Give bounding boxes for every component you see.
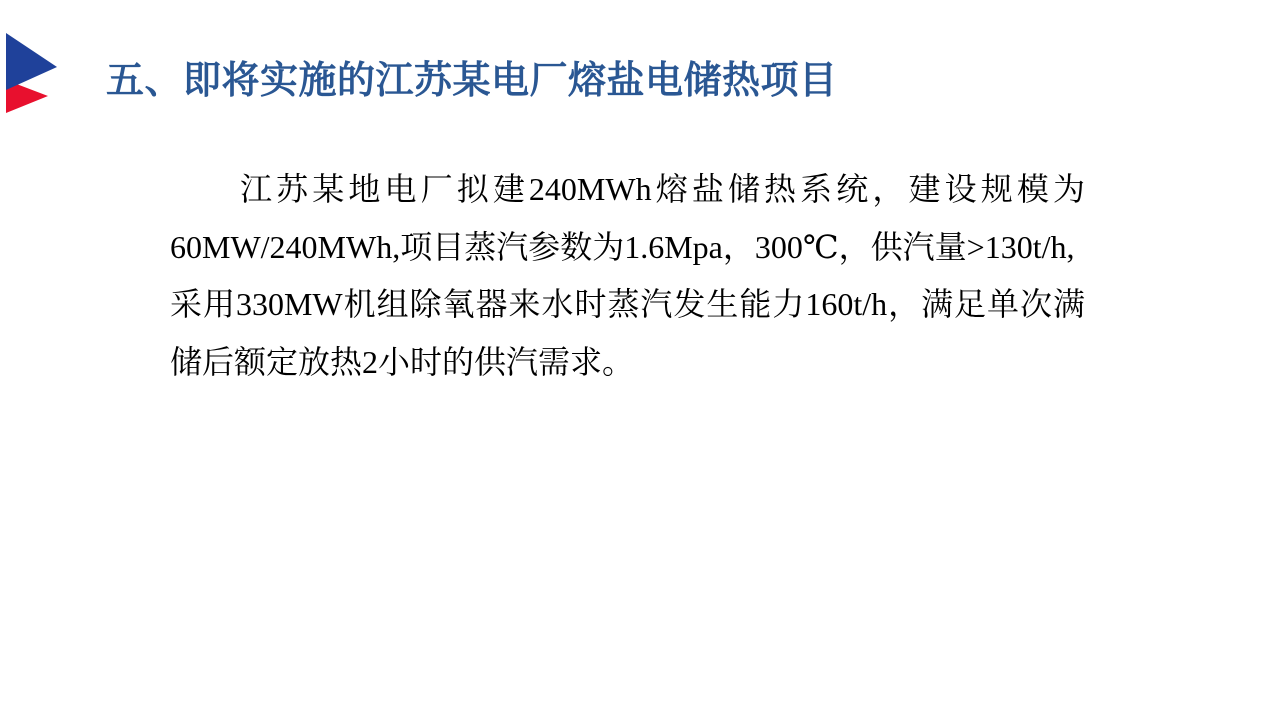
- body-line-4: 储后额定放热2小时的供汽需求。: [170, 343, 635, 380]
- body-text-block: [170, 161, 1085, 391]
- corner-marker-icon: [0, 0, 70, 130]
- blue-triangle-icon: [6, 33, 57, 90]
- body-line-1: 江苏某地电厂拟建240MWh熔盐储热系统，建设规模为: [240, 171, 1085, 207]
- body-line-2: 60MW/240MWh,项目蒸汽参数为1.6Mpa，300℃，供汽量>130t/h,: [170, 228, 1075, 265]
- body-line-3: 采用330MW机组除氧器来水时蒸汽发生能力160t/h，满足单次满: [170, 286, 1085, 322]
- slide-title: 五、即将实施的江苏某电厂熔盐电储热项目: [106, 60, 838, 102]
